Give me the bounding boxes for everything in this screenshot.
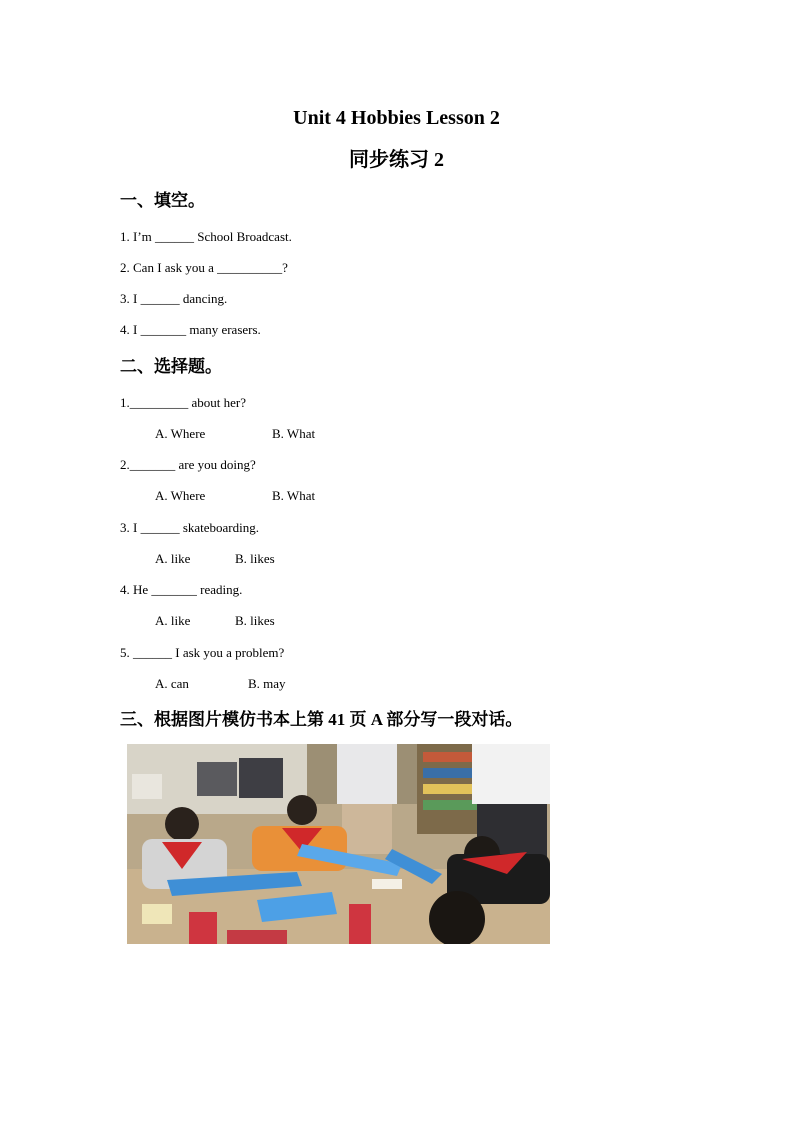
choice-2-option-b: B. What [272,488,316,503]
choice-question-1: 1._________ about her? [120,395,247,410]
choice-4-option-a: A. like [155,613,191,628]
section-1-heading: 一、填空。 [120,191,205,210]
choice-3-option-b: B. likes [235,551,275,566]
classroom-model-airplane-photo [127,744,550,944]
choice-question-3: 3. I ______ skateboarding. [120,520,260,535]
choice-3-option-a: A. like [155,551,191,566]
fill-blank-item-1: 1. I’m ______ School Broadcast. [120,229,292,244]
fill-blank-item-3: 3. I ______ dancing. [120,291,228,306]
choice-2-option-a: A. Where [155,488,206,503]
fill-blank-item-4: 4. I _______ many erasers. [120,322,261,337]
fill-blank-item-2: 2. Can I ask you a __________? [120,260,288,275]
choice-question-4: 4. He _______ reading. [120,582,243,597]
page-subtitle: 同步练习 2 [349,149,444,171]
choice-question-5: 5. ______ I ask you a problem? [120,645,285,660]
choice-1-option-b: B. What [272,426,316,441]
choice-4-option-b: B. likes [235,613,275,628]
page-title: Unit 4 Hobbies Lesson 2 [293,107,500,129]
section-3-heading: 三、根据图片模仿书本上第 41 页 A 部分写一段对话。 [120,710,523,729]
choice-5-option-a: A. can [155,676,189,691]
choice-1-option-a: A. Where [155,426,206,441]
choice-question-2: 2._______ are you doing? [120,457,256,472]
choice-5-option-b: B. may [248,676,286,691]
section-2-heading: 二、选择题。 [120,357,222,376]
